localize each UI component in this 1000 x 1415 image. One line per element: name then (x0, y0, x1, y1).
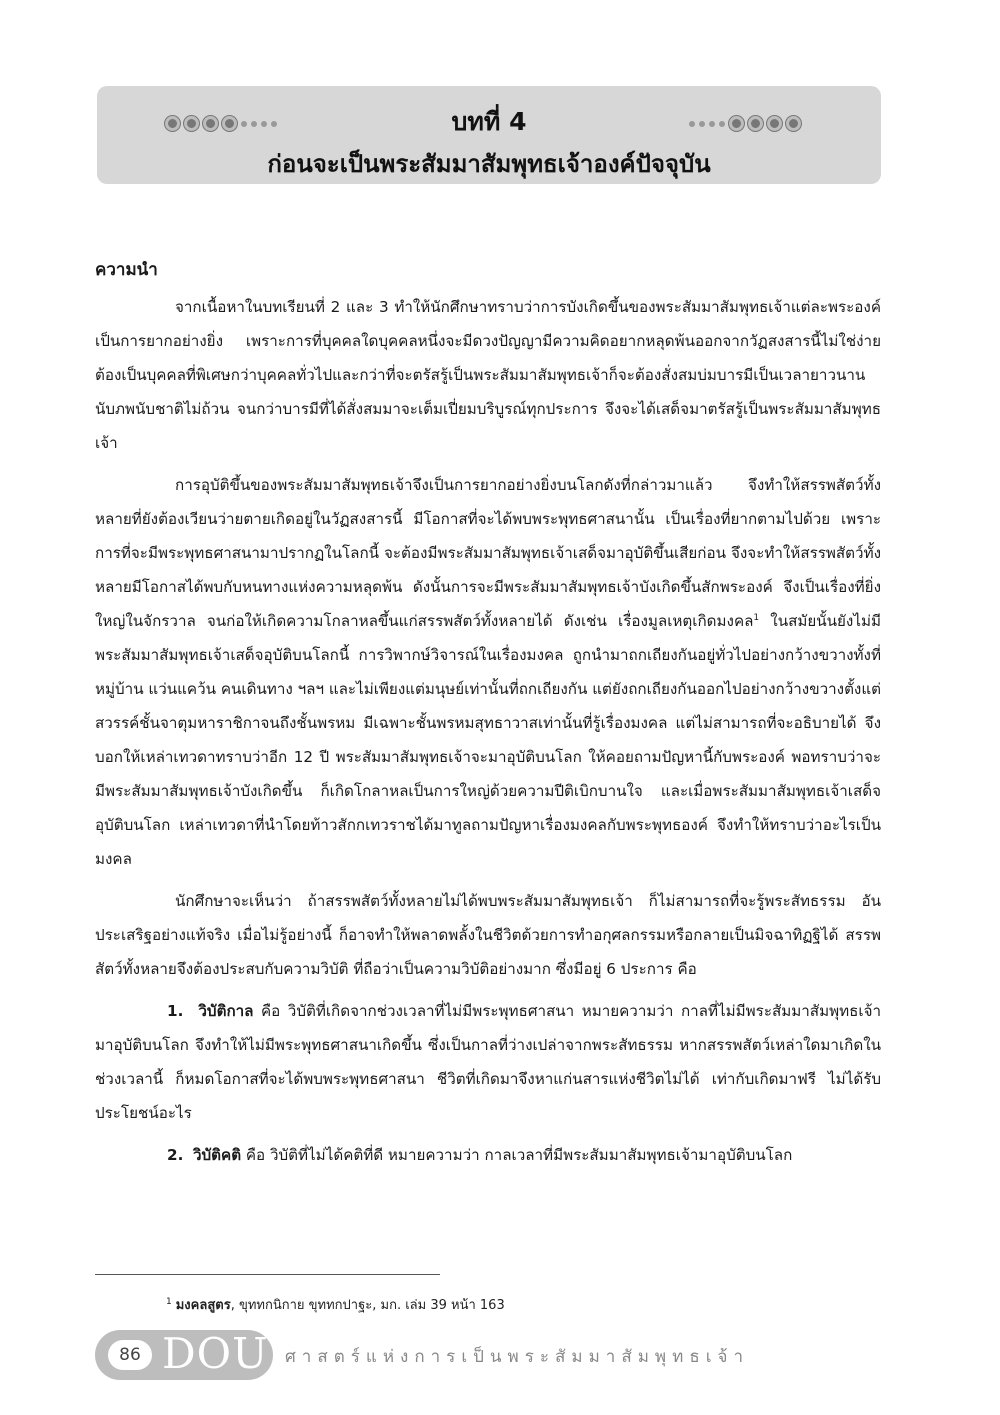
item-term: วิบัติคติ (193, 1146, 242, 1164)
dot-icon (689, 121, 695, 127)
paragraph-2 (95, 468, 881, 876)
dot-icon (767, 116, 782, 131)
paragraph-1: จากเนื้อหาในบทเรียนที่ 2 และ 3 ทำให้นักศึกษาทราบว่าการบังเกิดขึ้นของพระสัมมาสัมพุทธเจ้าแต่ละพระองค์เป็นการยากอย่างยิ่ง เพราะการที่บุคคลใดบุคคลหนึ่งจะมีดวงปัญญามีความคิดอยากหลุดพ้นออกจากวัฏสงสารนี้ไม่ใช่ง่ายต้องเป็นบุคคลที่พิเศษกว่าบุคคลทั่วไปและกว่าที่จะตรัสรู้เป็นพระสัมมาสัมพุทธเจ้าก็จะต้องสั่งสมบ่มบารมีเป็นเวลายาวนานนับภพนับชาติไม่ถ้วน จนกว่าบารมีที่ได้สั่งสมมาจะเต็มเปี่ยมบริบูรณ์ทุกประการ จึงจะได้เสด็จมาตรัสรู้เป็นพระสัมมาสัมพุทธเจ้า (95, 298, 881, 452)
footnote-reference[interactable]: 1 (753, 612, 760, 623)
item-term: วิบัติกาล (198, 1002, 254, 1020)
item-text: คือ วิบัติที่ไม่ได้คติที่ดี หมายความว่า กาลเวลาที่มีพระสัมมาสัมพุทธเจ้ามาอุบัติบนโลก (241, 1146, 793, 1164)
chapter-title: ก่อนจะเป็นพระสัมมาสัมพุทธเจ้าองค์ปัจจุบัน (267, 150, 711, 178)
list-item (95, 1138, 881, 1172)
item-number: 2. (167, 1146, 184, 1164)
paragraph-3: นักศึกษาจะเห็นว่า ถ้าสรรพสัตว์ทั้งหลายไม่ได้พบพระสัมมาสัมพุทธเจ้า ก็ไม่สามารถที่จะรู้พระสัทธรรม อันประเสริฐอย่างแท้จริง เมื่อไม่รู้อย่างนี้ ก็อาจทำให้พลาดพลั้งในชีวิตด้วยการทำอกุศลกรรมหรือกลายเป็นมิจฉาทิฏฐิได้ สรรพสัตว์ทั้งหลายจึงต้องประสบกับความวิบัติ ที่ถือว่าเป็นความวิบัติอย่างมาก ซึ่งมีอยู่ 6 ประการ คือ (95, 892, 881, 978)
dot-icon (709, 121, 715, 127)
chapter-number: บทที่ 4 (451, 107, 527, 136)
decorative-dots-right (689, 116, 801, 131)
item-text: คือ วิบัติที่เกิดจากช่วงเวลาที่ไม่มีพระพุทธศาสนา หมายความว่า กาลที่ไม่มีพระสัมมาสัมพุทธเจ้ามาอุบัติบนโลก จึงทำให้ไม่มีพระพุทธศาสนาเกิดขึ้น ซึ่งเป็นกาลที่ว่างเปล่าจากพระสัทธรรม หากสรรพสัตว์เหล่าใดมาเกิดในช่วงเวลานี้ ก็หมดโอกาสที่จะได้พบพระพุทธศาสนา ชีวิตที่เกิดมาจึงหาแก่นสารแห่งชีวิตไม่ได้ เท่ากับเกิดมาฟรี ไม่ได้รับประโยชน์อะไร (95, 1002, 881, 1122)
dot-icon (786, 116, 801, 131)
paragraph-2-part-1: การอุบัติขึ้นของพระสัมมาสัมพุทธเจ้าจึงเป็นการยากอย่างยิ่งบนโลกดังที่กล่าวมาแล้ว จึงทำให้สรรพสัตว์ทั้งหลายที่ยังต้องเวียนว่ายตายเกิดอยู่ในวัฏสงสารนี้ มีโอกาสที่จะได้พบพระพุทธศาสนานั้น เป็นเรื่องที่ยากตามไปด้วย เพราะการที่จะมีพระพุทธศาสนามาปรากฏในโลกนี้ จะต้องมีพระสัมมาสัมพุทธเจ้าเสด็จมาอุบัติขึ้นเสียก่อน จึงจะทำให้สรรพสัตว์ทั้งหลายมีโอกาสได้พบกับหนทางแห่งความหลุดพ้น ดังนั้นการจะมีพระสัมมาสัมพุทธเจ้าบังเกิดขึ้นสักพระองค์ จึงเป็นเรื่องที่ยิ่งใหญ่ในจักรวาล จนก่อให้เกิดความโกลาหลขึ้นแก่สรรพสัตว์ทั้งหลายได้ ดังเช่น เรื่องมูลเหตุเกิดมงคล (95, 476, 881, 630)
dou-logo: DOU (162, 1329, 269, 1378)
list-item (95, 994, 881, 1130)
footnote-marker: 1 (166, 1296, 172, 1307)
body-text (95, 290, 881, 1180)
dot-icon (699, 121, 705, 127)
dot-icon (719, 121, 725, 127)
page-number: 86 (119, 1345, 141, 1365)
footnote-source-detail: , ขุททกนิกาย ขุททกปาฐะ, มก. เล่ม 39 หน้า 163 (230, 1298, 505, 1313)
paragraph-2-part-2: ในสมัยนั้นยังไม่มีพระสัมมาสัมพุทธเจ้าเสด็จอุบัติบนโลกนี้ การวิพากษ์วิจารณ์ในเรื่องมงคล ถูกนำมาถกเถียงกันอยู่ทั่วไปอย่างกว้างขวางทั้งที่หมู่บ้าน แว่นแคว้น คนเดินทาง ฯลฯ และไม่เพียงแต่มนุษย์เท่านั้นที่ถกเถียงกัน แต่ยังถกเถียงกันออกไปอย่างกว้างขวางตั้งแต่สวรรค์ชั้นจาตุมหาราชิกาจนถึงชั้นพรหม มีเฉพาะชั้นพรหมสุทธาวาสเท่านั้นที่รู้เรื่องมงคล แต่ไม่สามารถที่จะอธิบายได้ จึงบอกให้เหล่าเทวดาทราบว่าอีก 12 ปี พระสัมมาสัมพุทธเจ้าจะมาอุบัติบนโลก ให้คอยถามปัญหานี้กับพระองค์ พอทราบว่าจะมีพระสัมมาสัมพุทธเจ้าบังเกิดขึ้น ก็เกิดโกลาหลเป็นการใหญ่ด้วยความปีติเบิกบานใจ และเมื่อพระสัมมาสัมพุทธเจ้าเสด็จอุบัติบนโลก เหล่าเทวดาที่นำโดยท้าวสักกเทวราชได้มาทูลถามปัญหาเรื่องมงคลกับพระพุทธองค์ จึงทำให้ทราบว่าอะไรเป็นมงคล (95, 612, 881, 868)
dot-icon (748, 116, 763, 131)
dot-icon (729, 116, 744, 131)
section-heading: ความนำ (95, 260, 158, 280)
item-number: 1. (167, 1002, 184, 1020)
footnote-divider (95, 1274, 440, 1275)
footer-book-title: ศาสตร์แห่งการเป็นพระสัมมาสัมพุทธเจ้า (285, 1347, 750, 1367)
chapter-banner (97, 86, 881, 184)
footnote-source-title: มงคลสูตร (175, 1298, 231, 1313)
footnote (166, 1294, 505, 1315)
